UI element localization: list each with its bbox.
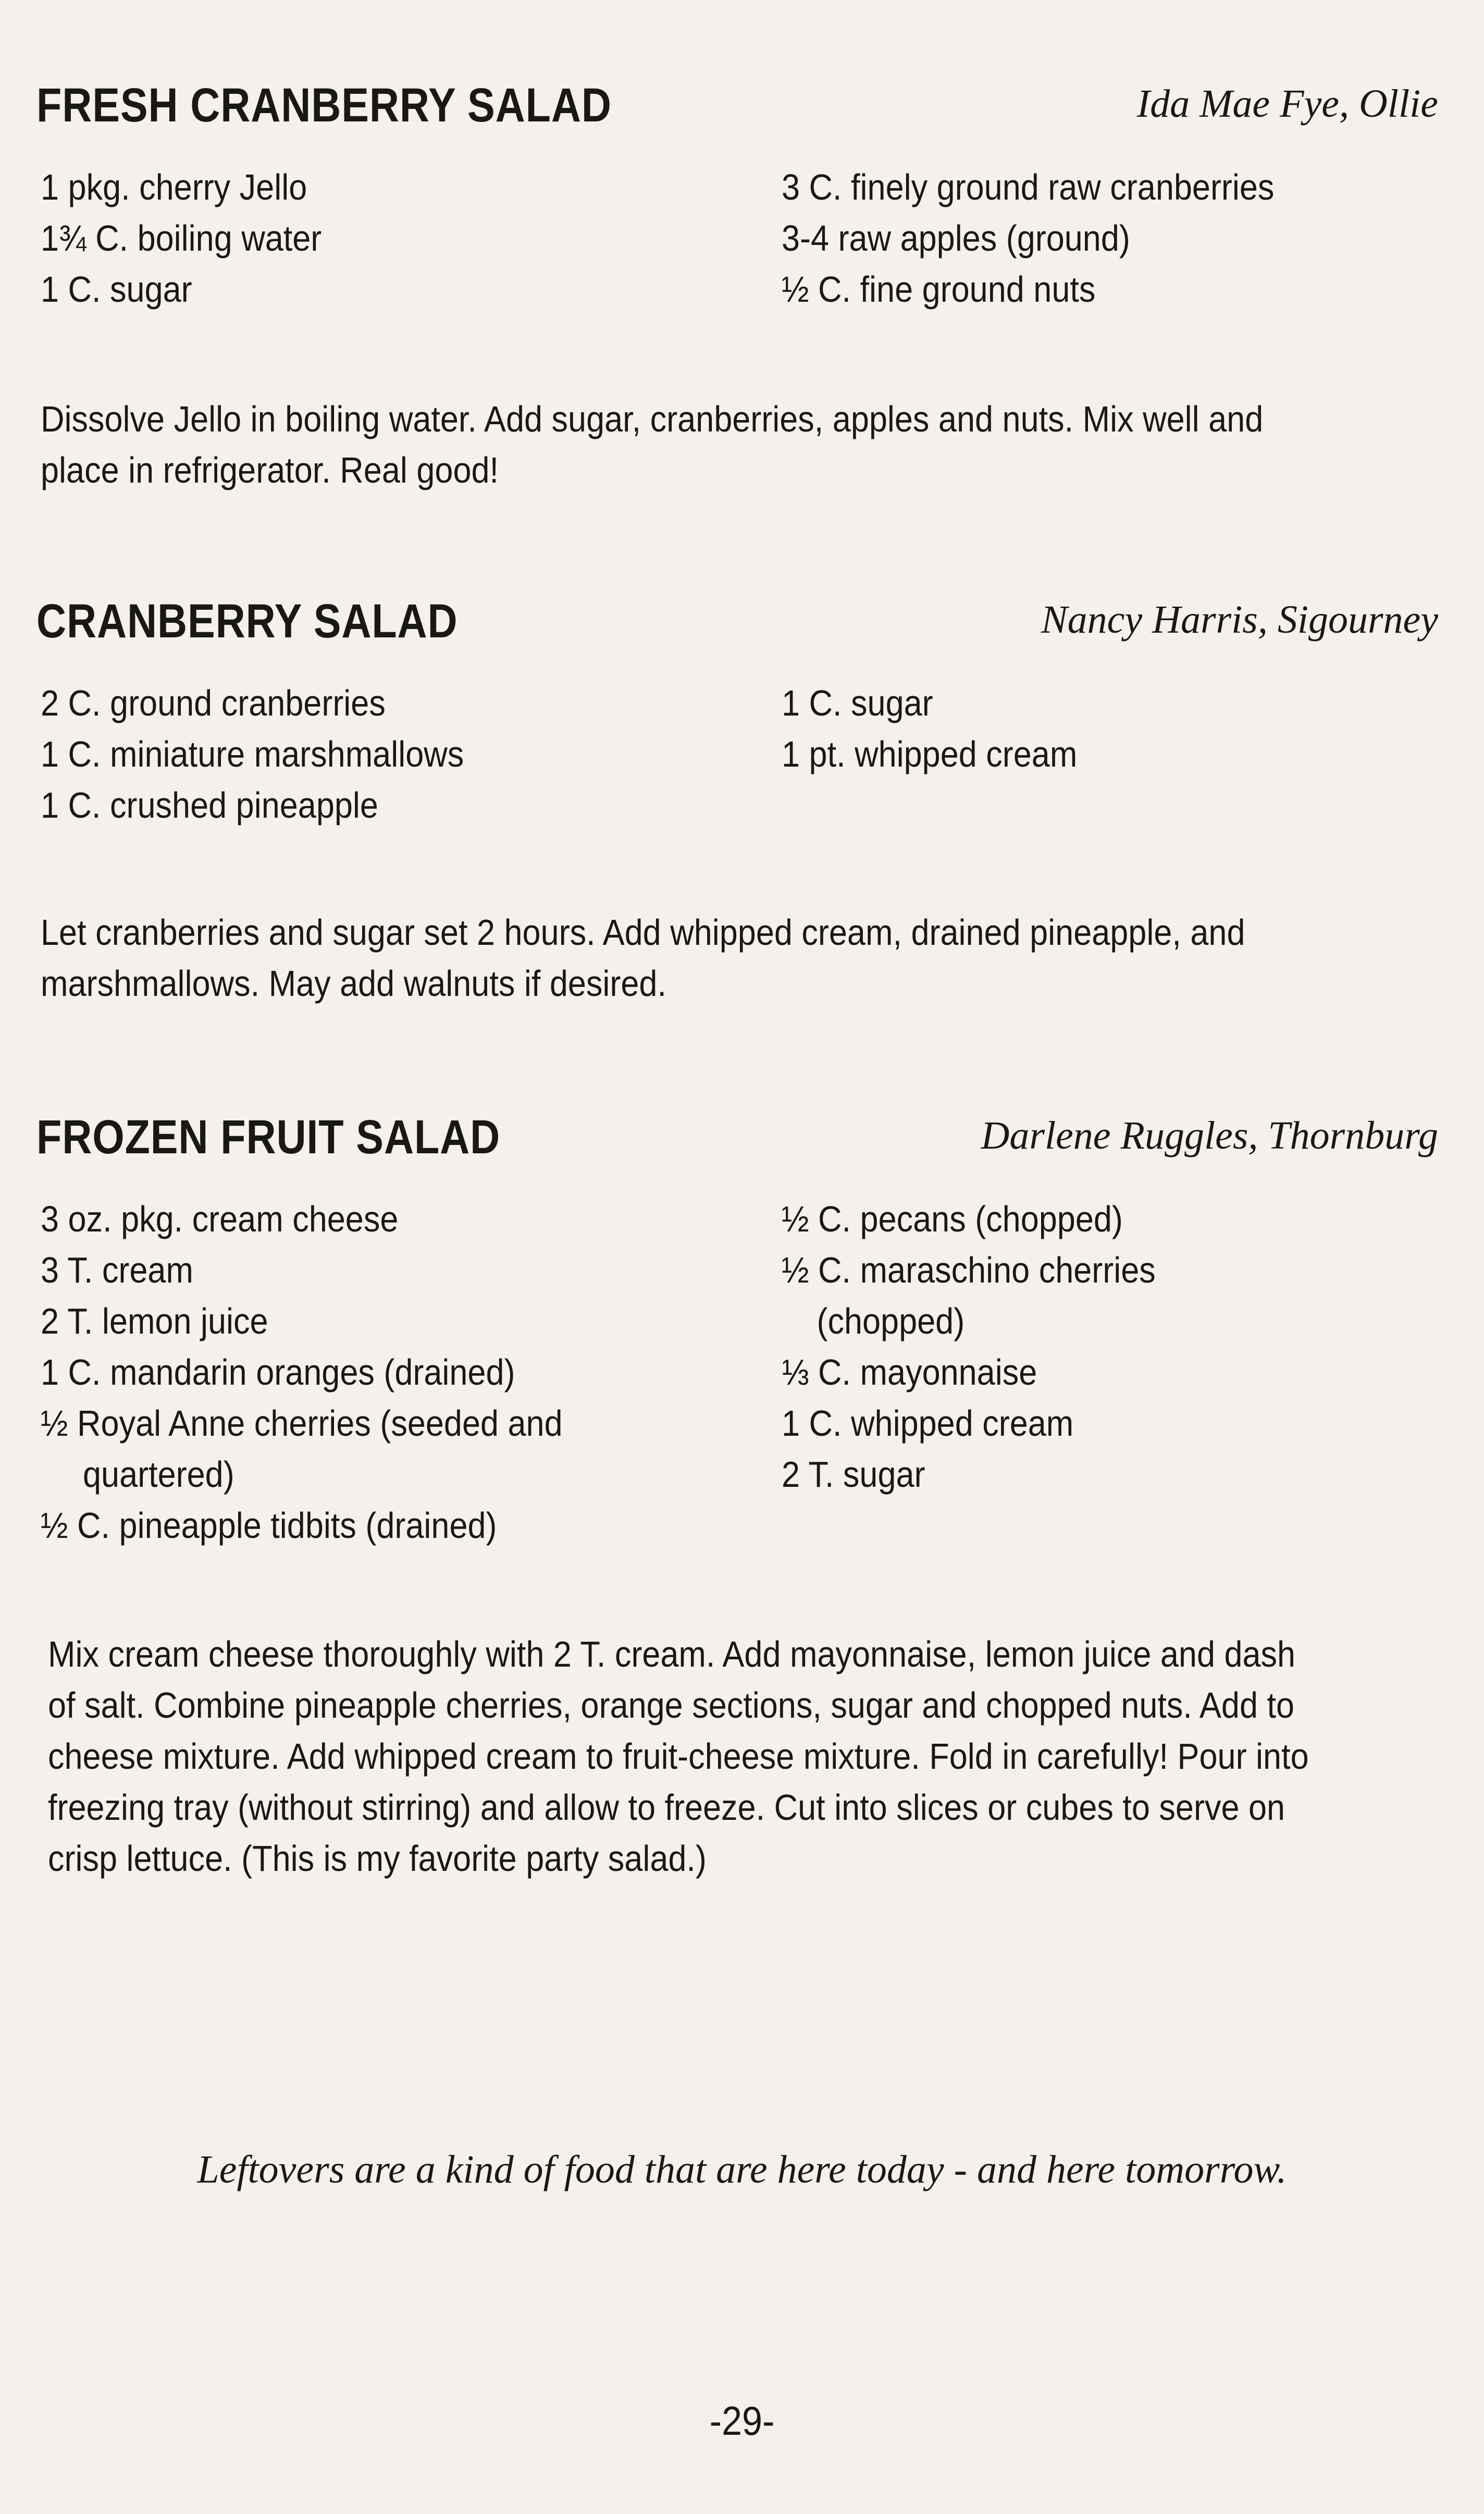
ingredients-right-column	[782, 1193, 1391, 1500]
recipe-header	[36, 594, 1438, 657]
recipe-author: Darlene Ruggles, Thornburg	[981, 1114, 1438, 1157]
ingredient-item: 1 pkg. cherry Jello	[41, 167, 307, 207]
ingredient-item: 1 C. mandarin oranges (drained)	[41, 1352, 515, 1392]
recipe-title: CRANBERRY SALAD	[36, 595, 458, 648]
ingredient-item: 3 oz. pkg. cream cheese	[41, 1199, 399, 1239]
recipe-cranberry-salad	[36, 594, 1438, 825]
recipe-frozen-fruit-salad	[36, 1110, 1438, 1546]
recipe-author: Ida Mae Fye, Ollie	[1136, 82, 1438, 126]
ingredients-left-column	[41, 162, 683, 315]
ingredients-right-column	[782, 162, 1391, 315]
ingredient-item: ½ Royal Anne cherries (seeded and quartered)	[41, 1403, 563, 1495]
ingredient-item: 1 pt. whipped cream	[782, 734, 1078, 774]
ingredients-right-column	[782, 677, 1391, 780]
recipe-header	[36, 78, 1438, 141]
ingredient-item: 1 C. crushed pineapple	[41, 785, 378, 825]
ingredient-item: ½ C. pineapple tidbits (drained)	[41, 1505, 497, 1546]
ingredient-item: ½ C. fine ground nuts	[782, 269, 1096, 310]
recipe-instructions: Mix cream cheese thoroughly with 2 T. cream. Add mayonnaise, lemon juice and dash of salt. Combine pineapple cherries, orange sections, sugar and chopped nuts. Add to cheese mixture. Add whipped cream to fruit-cheese mixture. Fold in carefully! Pour into freezing tray (without stirring) and allow to freeze. Cut into slices or cubes to serve on crisp lettuce. (This is my favorite party salad.)	[48, 1634, 1309, 1879]
ingredient-item: 3 C. finely ground raw cranberries	[782, 167, 1275, 207]
ingredient-item: ⅓ C. mayonnaise	[782, 1352, 1037, 1392]
recipe-header	[36, 1110, 1438, 1173]
recipe-instructions: Dissolve Jello in boiling water. Add sugar, cranberries, apples and nuts. Mix well and place in refrigerator. Real good!	[41, 399, 1264, 490]
ingredient-item: 2 T. sugar	[782, 1454, 925, 1495]
recipe-author: Nancy Harris, Sigourney	[1041, 598, 1438, 642]
ingredient-item: 2 T. lemon juice	[41, 1301, 268, 1341]
recipe-title: FRESH CRANBERRY SALAD	[36, 79, 612, 132]
ingredient-item: 1¾ C. boiling water	[41, 218, 322, 258]
ingredients-left-column	[41, 677, 683, 831]
ingredient-item: 3 T. cream	[41, 1250, 193, 1290]
ingredient-item: 3-4 raw apples (ground)	[782, 218, 1130, 258]
page-number: -29-	[709, 2398, 775, 2444]
ingredient-item: ½ C. maraschino cherries (chopped)	[782, 1250, 1156, 1341]
footer-quote: Leftovers are a kind of food that are here today - and here tomorrow.	[197, 2148, 1287, 2191]
ingredients-left-column	[41, 1193, 683, 1551]
recipe-instructions: Let cranberries and sugar set 2 hours. Add whipped cream, drained pineapple, and marshmallows. May add walnuts if desired.	[41, 912, 1245, 1004]
ingredient-item: 2 C. ground cranberries	[41, 683, 386, 723]
ingredient-item: 1 C. sugar	[41, 269, 192, 310]
ingredient-item: 1 C. miniature marshmallows	[41, 734, 464, 774]
ingredient-item: ½ C. pecans (chopped)	[782, 1199, 1123, 1239]
recipe-fresh-cranberry-salad	[36, 78, 1438, 310]
ingredient-item: 1 C. sugar	[782, 683, 933, 723]
recipe-title: FROZEN FRUIT SALAD	[36, 1111, 501, 1164]
ingredient-item: 1 C. whipped cream	[782, 1403, 1074, 1444]
